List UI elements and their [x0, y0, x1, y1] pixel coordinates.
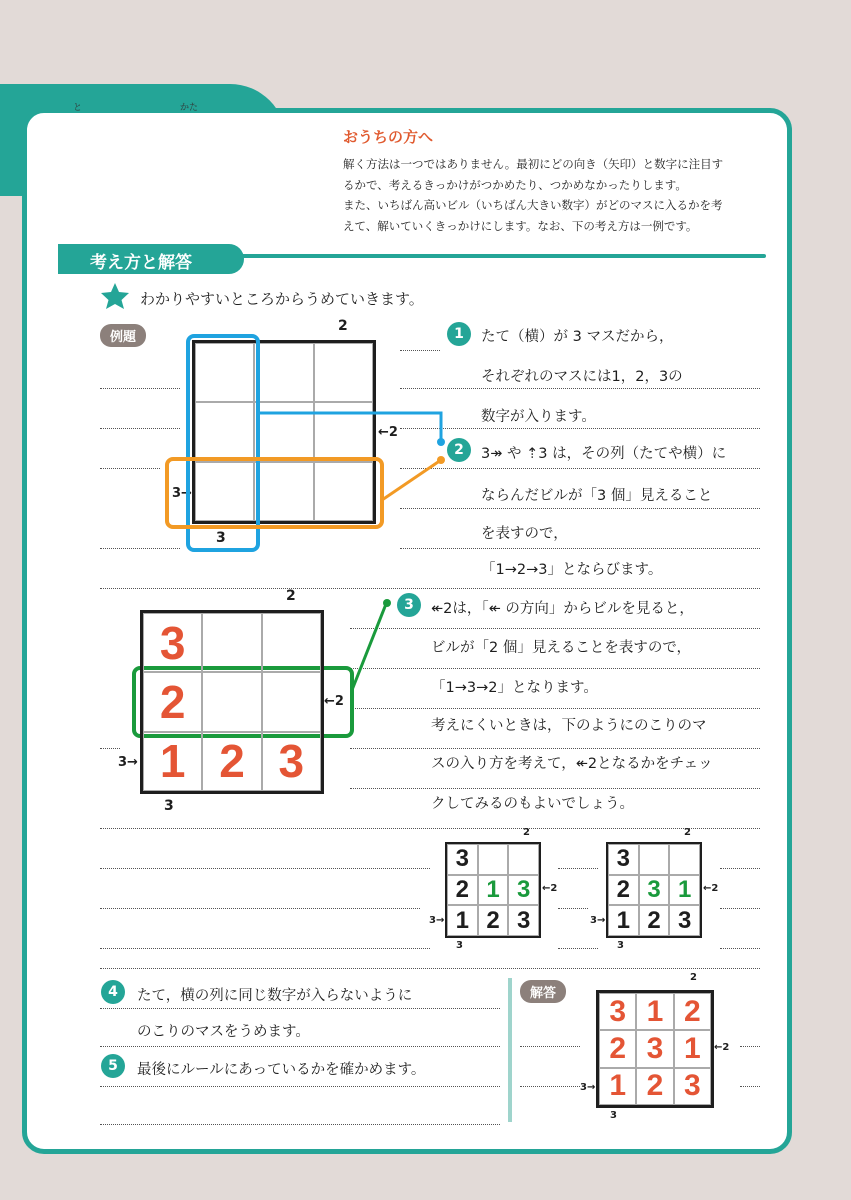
clue-top: 2 — [690, 972, 697, 983]
clue-left: 3→ — [429, 915, 445, 926]
step-4-badge: 4 — [101, 980, 125, 1004]
grid-cell: 2 — [674, 993, 711, 1030]
grid-cell: 3 — [669, 905, 700, 936]
orange-row-highlight — [167, 459, 382, 527]
step-2-line: 「1→2→3」とならびます。 — [481, 562, 663, 578]
grid-cell: 2 — [143, 672, 202, 731]
step-2-line: ならんだビルが「3 個」見えること — [481, 488, 713, 504]
parent-note-line: 解く方法は一つではありません。最初にどの向き（矢印）と数字に注目す — [343, 157, 724, 171]
clue-right: ←2 — [378, 425, 398, 440]
clue-left: 3→ — [590, 915, 606, 926]
clue-bottom: 3 — [216, 530, 226, 546]
green-connector-dot — [383, 599, 391, 607]
answer-grid — [596, 990, 714, 1108]
grid-cell: 1 — [636, 993, 673, 1030]
grid-cell: 2 — [599, 1030, 636, 1067]
grid-cell — [478, 844, 509, 875]
clue-top: 2 — [523, 827, 530, 838]
parent-note-line: えて、解いていくきっかけにします。なお、下の考え方は一例です。 — [343, 218, 698, 233]
lead-text: わかりやすいところからうめていきます。 — [140, 290, 424, 308]
title-ruby-2: かた — [180, 103, 199, 113]
progress-grid — [140, 610, 324, 794]
step-5-line: 最後にルールにあっているかを確かめます。 — [137, 1062, 426, 1078]
clue-left: 3→ — [580, 1082, 596, 1093]
blue-column-highlight — [188, 336, 258, 550]
grid-cell: 3 — [599, 993, 636, 1030]
step-3-line: クしてみるのもよいでしょう。 — [431, 796, 634, 812]
blue-connector — [258, 413, 441, 440]
step-3-badge: 3 — [397, 593, 421, 617]
grid-cell: 1 — [669, 875, 700, 906]
grid-cell: 3 — [639, 875, 670, 906]
orange-connector — [382, 460, 441, 500]
step-2-line: を表すので， — [481, 526, 568, 542]
grid-cell: 2 — [608, 875, 639, 906]
answer-divider — [508, 978, 512, 1122]
grid-cell — [639, 844, 670, 875]
grid-cell: 1 — [143, 732, 202, 791]
step-5-badge: 5 — [101, 1054, 125, 1078]
step-3-line: スの入り方を考えて，↞2となるかをチェッ — [431, 756, 713, 772]
clue-top: 2 — [286, 588, 296, 604]
clue-left: 3→ — [172, 486, 192, 501]
clue-bottom: 3 — [164, 798, 174, 814]
grid-cell: 3 — [508, 875, 539, 906]
green-connector — [352, 604, 386, 690]
grid-cell — [262, 613, 321, 672]
example-label: 例題 — [100, 324, 146, 347]
grid-cell: 2 — [636, 1068, 673, 1105]
blue-connector-dot — [437, 438, 445, 446]
grid-cell: 3 — [262, 732, 321, 791]
grid-cell: 3 — [447, 844, 478, 875]
step-2-line: 3↠ や ⇡3 は，その列（たてや横）に — [481, 446, 727, 462]
answer-label: 解答 — [520, 980, 566, 1003]
step-2-badge: 2 — [447, 438, 471, 462]
step-1-line: 数字が入ります。 — [481, 409, 596, 425]
grid-cell: 2 — [202, 732, 261, 791]
clue-right: ←2 — [324, 694, 344, 709]
grid-cell: 2 — [447, 875, 478, 906]
clue-top: 2 — [338, 318, 348, 334]
grid-cell — [202, 672, 261, 731]
step-4-line: たて，横の列に同じ数字が入らないように — [137, 988, 413, 1004]
grid-cell: 2 — [639, 905, 670, 936]
parent-note-heading: おうちの方へ — [343, 128, 434, 146]
clue-bottom: 3 — [617, 940, 624, 951]
trial-grid-1 — [445, 842, 541, 938]
step-3-line: 考えにくいときは，下のようにのこりのマ — [431, 718, 707, 734]
grid-cell: 3 — [636, 1030, 673, 1067]
clue-bottom: 3 — [456, 940, 463, 951]
step-4-line: のこりのマスをうめます。 — [137, 1024, 310, 1040]
step-1-line: たて（横）が 3 マスだから， — [481, 329, 674, 345]
step-3-line: ビルが「2 個」見えることを表すので， — [431, 640, 692, 656]
section-title: 考え方と解答 — [90, 253, 192, 273]
grid-cell: 1 — [599, 1068, 636, 1105]
clue-bottom: 3 — [610, 1110, 617, 1121]
grid-cell — [202, 613, 261, 672]
grid-cell — [508, 844, 539, 875]
grid-cell: 3 — [674, 1068, 711, 1105]
grid-cell: 1 — [608, 905, 639, 936]
grid-cell: 1 — [478, 875, 509, 906]
clue-top: 2 — [684, 827, 691, 838]
parent-note-line: るかで、考えるきっかけがつかめたり、つかめなかったりします。 — [343, 177, 687, 192]
clue-right: ←2 — [703, 883, 719, 894]
step-3-line: 「1→3→2」となります。 — [431, 680, 598, 696]
grid-cell: 1 — [674, 1030, 711, 1067]
title-ruby-1: と — [73, 103, 83, 113]
orange-connector-dot — [437, 456, 445, 464]
grid-cell: 2 — [478, 905, 509, 936]
grid-cell: 1 — [447, 905, 478, 936]
grid-cell: 3 — [508, 905, 539, 936]
grid-cell — [262, 672, 321, 731]
grid-cell: 3 — [608, 844, 639, 875]
step-1-badge: 1 — [447, 322, 471, 346]
step-1-line: それぞれのマスには1，2，3の — [481, 369, 683, 385]
clue-left: 3→ — [118, 755, 138, 770]
grid-cell: 3 — [143, 613, 202, 672]
clue-right: ←2 — [714, 1042, 730, 1053]
trial-grid-2 — [606, 842, 702, 938]
grid-cell — [669, 844, 700, 875]
parent-note-line: また、いちばん高いビル（いちばん大きい数字）がどのマスに入るかを考 — [343, 198, 723, 212]
page-title: 解き方 — [40, 125, 221, 193]
clue-right: ←2 — [542, 883, 558, 894]
step-3-line: ↞2は，「↞ の方向」からビルを見ると， — [431, 601, 694, 617]
